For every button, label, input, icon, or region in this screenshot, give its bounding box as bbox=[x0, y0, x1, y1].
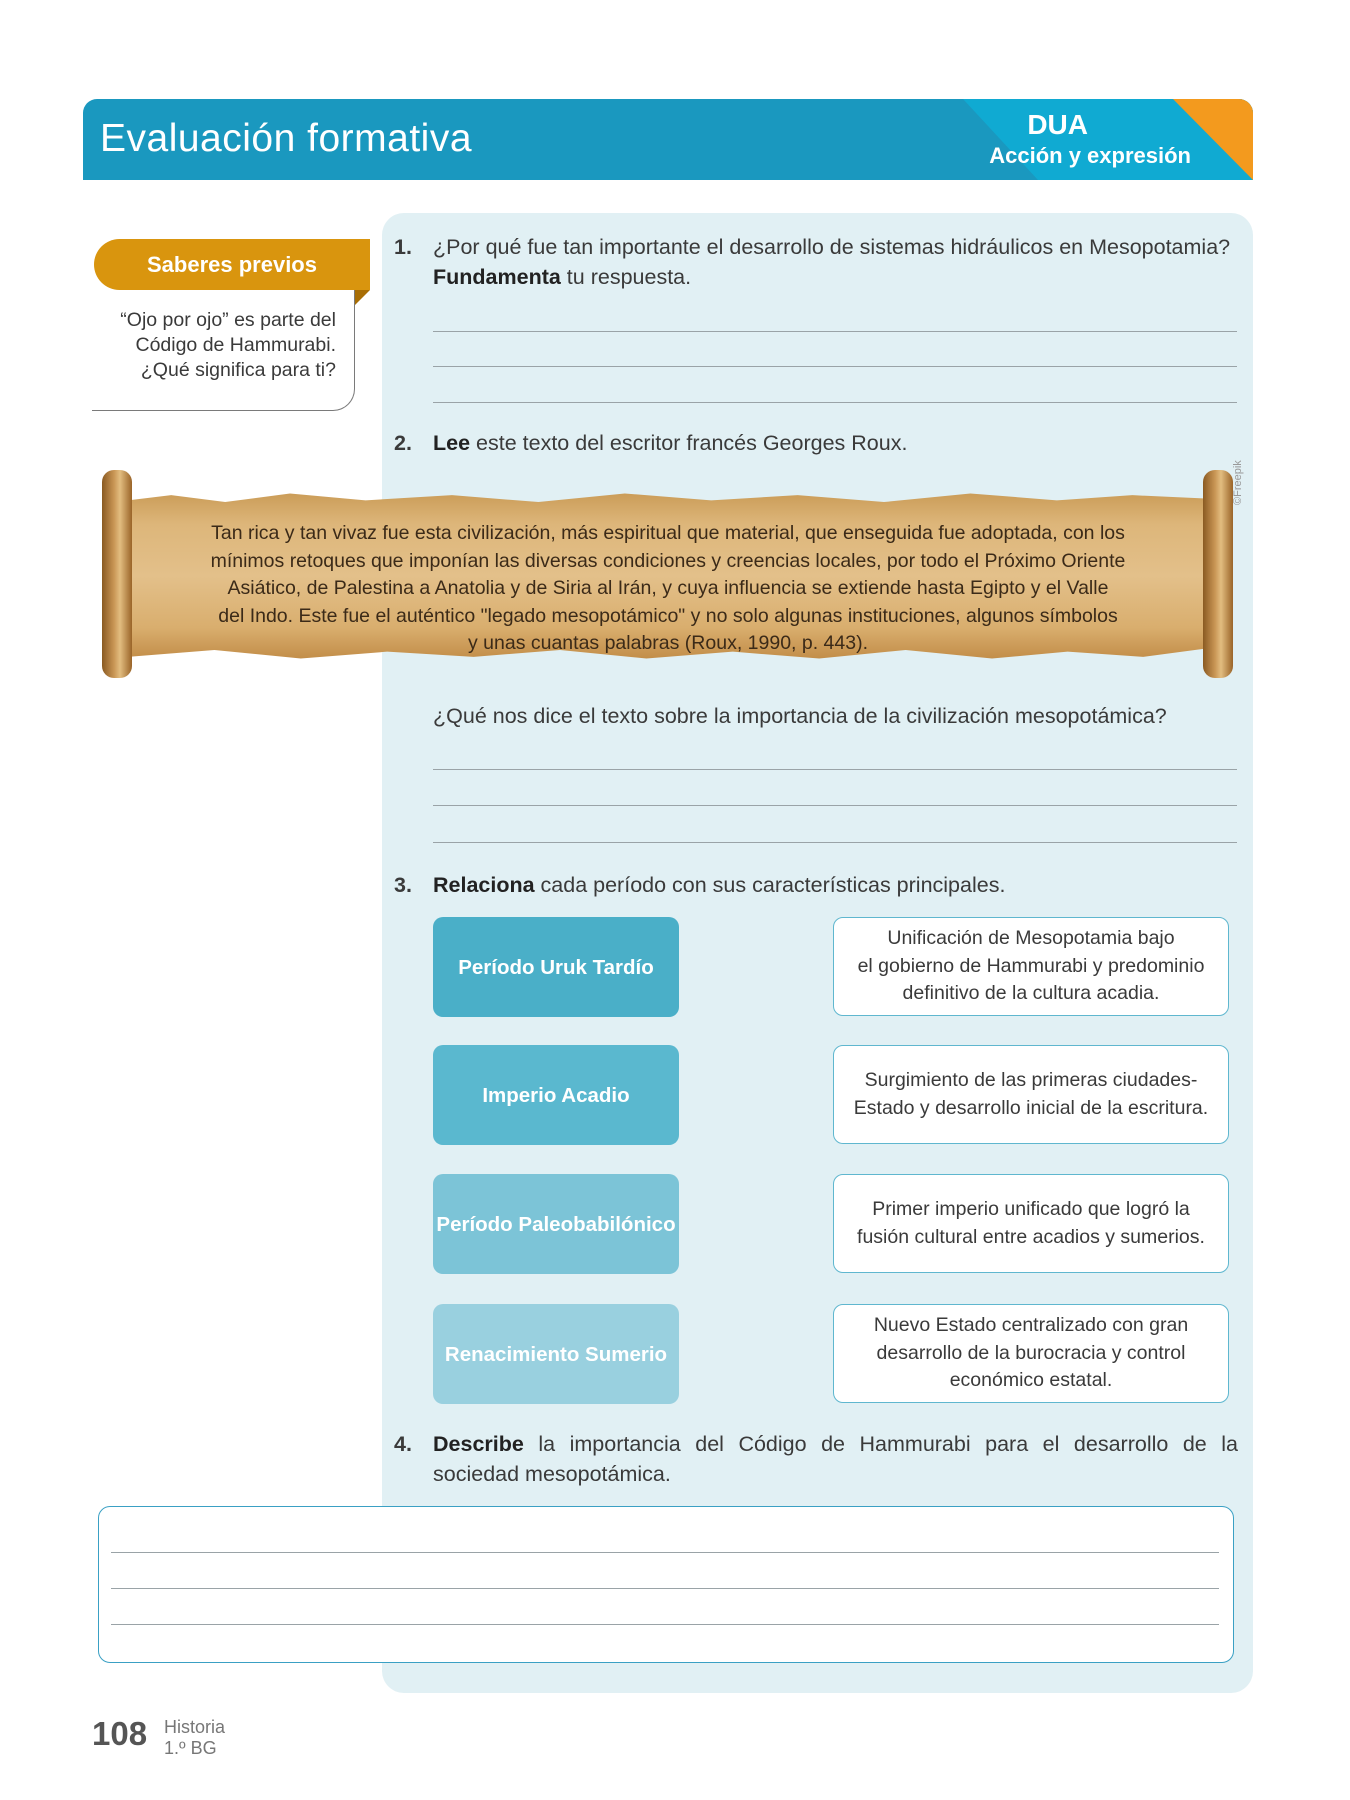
description-line: desarrollo de la burocracia y control bbox=[876, 1341, 1186, 1364]
period-card-acadio[interactable]: Imperio Acadio bbox=[433, 1045, 679, 1145]
answer-line[interactable] bbox=[433, 805, 1237, 806]
dua-title: DUA bbox=[1027, 109, 1088, 140]
answer-line[interactable] bbox=[433, 366, 1237, 367]
description-card[interactable] bbox=[833, 1045, 1229, 1144]
saberes-previos-tab: Saberes previos bbox=[94, 239, 370, 290]
question-text-cont: sociedad mesopotámica. bbox=[433, 1462, 671, 1486]
answer-line[interactable] bbox=[111, 1624, 1219, 1625]
question-3 bbox=[394, 870, 1243, 900]
quote-text bbox=[163, 520, 1173, 658]
answer-line[interactable] bbox=[433, 402, 1237, 403]
saberes-previos-text bbox=[92, 308, 336, 383]
saberes-line: “Ojo por ojo” es parte del bbox=[120, 309, 336, 331]
description-line: Surgimiento de las primeras ciudades- bbox=[864, 1069, 1198, 1091]
parchment-scroll bbox=[98, 470, 1238, 685]
description-line: definitivo de la cultura acadia. bbox=[902, 982, 1160, 1005]
dua-subtitle: Acción y expresión bbox=[989, 143, 1191, 168]
description-line: fusión cultural entre acadios y sumerios. bbox=[857, 1225, 1205, 1248]
period-card-uruk[interactable]: Período Uruk Tardío bbox=[433, 917, 679, 1017]
answer-line[interactable] bbox=[433, 842, 1237, 843]
question-instruction: Fundamenta tu respuesta. bbox=[433, 265, 692, 289]
answer-line[interactable] bbox=[111, 1552, 1219, 1553]
question-number: 4. bbox=[394, 1432, 412, 1456]
saberes-line: Código de Hammurabi. bbox=[135, 334, 336, 356]
period-card-renacimiento[interactable]: Renacimiento Sumerio bbox=[433, 1304, 679, 1404]
description-card[interactable] bbox=[833, 1174, 1229, 1273]
subject-name: Historia bbox=[164, 1717, 226, 1737]
question-text: cada período con sus características principales. bbox=[534, 873, 1006, 897]
question-2 bbox=[394, 428, 1243, 458]
description-line: el gobierno de Hammurabi y predominio bbox=[857, 954, 1205, 977]
answer-line[interactable] bbox=[111, 1588, 1219, 1589]
question-1 bbox=[394, 232, 1243, 292]
description-line: Unificación de Mesopotamia bajo bbox=[887, 927, 1175, 950]
question-number: 1. bbox=[394, 235, 412, 259]
description-line: económico estatal. bbox=[949, 1369, 1113, 1392]
tab-fold bbox=[354, 290, 370, 306]
question-number: 3. bbox=[394, 873, 412, 897]
description-card[interactable] bbox=[833, 1304, 1229, 1403]
description-card[interactable] bbox=[833, 917, 1229, 1016]
period-card-paleobabilonico[interactable]: Período Paleobabilónico bbox=[433, 1174, 679, 1274]
description-line: Primer imperio unificado que logró la bbox=[872, 1198, 1190, 1220]
subject-label bbox=[164, 1717, 225, 1759]
question-verb: Lee bbox=[433, 431, 471, 455]
image-credit: ©Freepik bbox=[1232, 460, 1244, 505]
saberes-line: ¿Qué significa para ti? bbox=[140, 359, 336, 381]
question-2-followup: ¿Qué nos dice el texto sobre la importancia de la civilización mesopotámica? bbox=[433, 704, 1167, 728]
quote-line: Tan rica y tan vivaz fue esta civilización, más espiritual que material, que enseguida fue adoptada, con los bbox=[211, 522, 1125, 544]
grade-name: 1.º BG bbox=[164, 1738, 217, 1758]
quote-line: del Indo. Este fue el auténtico "legado mesopotámico" y no solo algunas instituciones, algunos símbolos bbox=[218, 604, 1118, 627]
description-line: Estado y desarrollo inicial de la escritura. bbox=[853, 1096, 1209, 1119]
question-text: ¿Por qué fue tan importante el desarrollo de sistemas hidráulicos en Mesopotamia? bbox=[433, 235, 1231, 259]
question-verb: Relaciona bbox=[433, 873, 535, 897]
question-verb: Describe bbox=[433, 1432, 524, 1456]
quote-line: mínimos retoques que imponían las diversas condiciones y creencias locales, por todo el Próximo Oriente bbox=[210, 549, 1126, 572]
description-line: Nuevo Estado centralizado con gran bbox=[873, 1314, 1189, 1337]
scroll-roll-right bbox=[1203, 470, 1233, 678]
header-banner bbox=[83, 99, 1253, 180]
quote-line: y unas cuantas palabras (Roux, 1990, p. 443). bbox=[468, 632, 868, 654]
answer-line[interactable] bbox=[433, 769, 1237, 770]
question-number: 2. bbox=[394, 431, 412, 455]
question-text: este texto del escritor francés Georges Roux. bbox=[470, 431, 908, 455]
page-number: 108 bbox=[92, 1715, 148, 1752]
scroll-roll-left bbox=[102, 470, 132, 678]
answer-box[interactable] bbox=[98, 1506, 1234, 1663]
answer-line[interactable] bbox=[433, 331, 1237, 332]
page-title: Evaluación formativa bbox=[100, 117, 473, 160]
quote-line: Asiático, de Palestina a Anatolia y de Siria al Irán, y cuya influencia se extiende hasta Egipto y el Valle bbox=[227, 577, 1109, 599]
question-4 bbox=[394, 1429, 1238, 1489]
question-text: la importancia del Código de Hammurabi para el desarrollo de la bbox=[523, 1432, 1238, 1456]
